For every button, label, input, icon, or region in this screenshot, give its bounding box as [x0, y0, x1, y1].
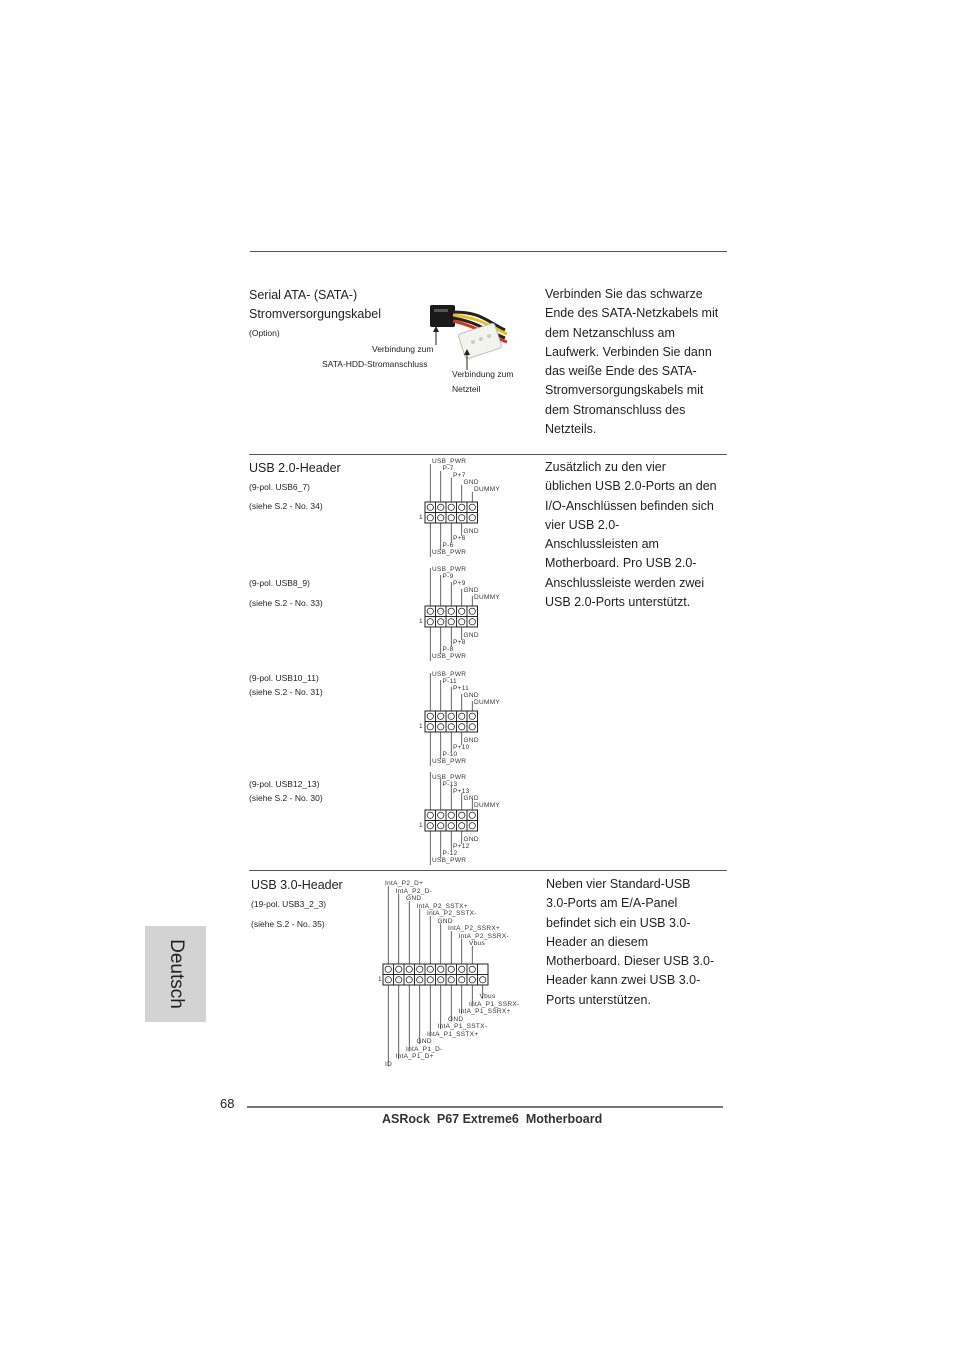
- pin: [459, 619, 465, 625]
- usb2-bottom-pin-label: P-8: [442, 646, 454, 653]
- usb2-header4-ref: (siehe S.2 - No. 30): [249, 793, 323, 803]
- footer-product: ASRock P67 Extreme6 Motherboard: [382, 1112, 603, 1126]
- pin: [448, 608, 454, 614]
- pin: [459, 515, 465, 521]
- pin1-marker: 1: [419, 821, 423, 829]
- pin: [459, 966, 465, 972]
- pin-cell: [457, 711, 468, 722]
- pin: [427, 812, 433, 818]
- pin-cell: [467, 617, 478, 628]
- top-rule: [250, 251, 727, 252]
- pin: [469, 608, 475, 614]
- pin-cell: [415, 975, 426, 986]
- pin-cell: [467, 722, 478, 733]
- usb2-bottom-pin-label: GND: [463, 528, 479, 535]
- pin: [459, 608, 465, 614]
- pin-cell: [404, 975, 415, 986]
- pin: [469, 724, 475, 730]
- pin-cell: [457, 513, 468, 524]
- pin-cell: [457, 821, 468, 832]
- usb2-top-pin-label: DUMMY: [474, 802, 501, 809]
- usb3-top-pin-label: GND: [437, 917, 453, 925]
- pin-cell: [467, 513, 478, 524]
- pin-cell: [425, 502, 436, 513]
- usb3-title: USB 3.0-Header: [251, 878, 343, 892]
- pin-cell: [446, 502, 457, 513]
- pin-cell: [467, 711, 478, 722]
- usb2-top-pin-label: P+9: [453, 580, 466, 587]
- usb2-top-pin-label: P+11: [453, 685, 470, 692]
- pin-cell: [457, 617, 468, 628]
- sata-callout-right-line2: Netzteil: [452, 384, 481, 394]
- usb3-bottom-pin-label: ID: [385, 1060, 393, 1068]
- pin: [469, 966, 475, 972]
- pin: [448, 977, 454, 983]
- pin: [427, 977, 433, 983]
- usb2-header1-ref: (siehe S.2 - No. 34): [249, 501, 323, 511]
- pin-cell: [425, 821, 436, 832]
- pin-cell: [415, 964, 426, 975]
- usb3-bottom-pin-label: GND: [448, 1015, 464, 1023]
- side-tab-label: Deutsch: [165, 939, 187, 1009]
- pin-cell: [446, 513, 457, 524]
- page-number: 68: [220, 1096, 235, 1111]
- pin-cell: [425, 711, 436, 722]
- pin: [459, 713, 465, 719]
- usb2-top-pin-label: USB_PWR: [432, 774, 467, 781]
- usb3-description: Neben vier Standard-USB 3.0-Ports am E/A-Panel befindet sich ein USB 3.0- Header an diesem Motherboard. Dieser USB 3.0- Header kann zwei USB 3.0- Ports unterstützen.: [546, 877, 715, 1007]
- pin-cell: [446, 821, 457, 832]
- pin: [427, 619, 433, 625]
- pin-cell: [436, 821, 447, 832]
- usb2-bottom-pin-label: P-10: [442, 751, 458, 758]
- pin: [427, 515, 433, 521]
- pin: [469, 823, 475, 829]
- usb2-bottom-pin-label: P+8: [453, 639, 466, 646]
- pin-cell: [446, 975, 457, 986]
- usb2-top-pin-label: P+7: [453, 472, 466, 479]
- pin: [438, 823, 444, 829]
- sata-title-line2: Stromversorgungskabel: [249, 307, 382, 321]
- usb2-top-pin-label: P-13: [442, 781, 458, 788]
- pin: [417, 977, 423, 983]
- pin-cell: [467, 821, 478, 832]
- pin-cell: [436, 617, 447, 628]
- usb3-bottom-pin-label: Vbus: [479, 993, 496, 1000]
- usb2-bottom-pin-label: GND: [463, 737, 479, 744]
- pin: [438, 966, 444, 972]
- usb2-bottom-pin-label: USB_PWR: [432, 653, 467, 660]
- usb2-top-pin-label: DUMMY: [474, 594, 501, 601]
- pin: [469, 515, 475, 521]
- usb2-top-pin-label: P+13: [453, 788, 470, 795]
- usb2-top-pin-label: P-9: [442, 573, 454, 580]
- pin: [448, 713, 454, 719]
- pin: [459, 812, 465, 818]
- pin-cell: [436, 711, 447, 722]
- pin: [427, 966, 433, 972]
- usb3-top-pin-label: IntA_P2_SSTX-: [427, 910, 477, 917]
- pin: [406, 966, 412, 972]
- pin: [438, 608, 444, 614]
- usb3-top-pin-label: IntA_P2_SSTX+: [416, 902, 468, 910]
- pin: [469, 812, 475, 818]
- usb3-bottom-pin-label: IntA_P1_D-: [406, 1045, 443, 1053]
- pin-cell: [446, 964, 457, 975]
- pin: [438, 713, 444, 719]
- pin-cell: [446, 711, 457, 722]
- footer-rule: [247, 1106, 723, 1108]
- pin: [427, 823, 433, 829]
- pin: [427, 504, 433, 510]
- pin: [469, 713, 475, 719]
- pin: [459, 504, 465, 510]
- usb2-bottom-pin-label: P+10: [453, 744, 470, 751]
- pin: [469, 619, 475, 625]
- usb2-description: Zusätzlich zu den vier üblichen USB 2.0-Ports an den I/O-Anschlüssen befinden sich vier USB 2.0- Anschlussleisten am Motherboard. Pro USB 2.0- Anschlussleiste werden zwei USB 2.0-Ports unterstützt.: [545, 460, 717, 610]
- pin1-marker: 1: [419, 513, 423, 521]
- usb2-bottom-pin-label: USB_PWR: [432, 857, 467, 864]
- usb2-header2-ref: (siehe S.2 - No. 33): [249, 598, 323, 608]
- usb3-ref: (siehe S.2 - No. 35): [251, 919, 325, 929]
- pin: [448, 515, 454, 521]
- usb2-bottom-pin-label: P+6: [453, 535, 466, 542]
- pin: [427, 713, 433, 719]
- pin: [448, 966, 454, 972]
- sata-description: Verbinden Sie das schwarze Ende des SATA-Netzkabels mit dem Netzanschluss am Laufwerk. Verbinden Sie dann das weiße Ende des SATA- Stromversorgungskabels mit dem Stromanschluss des Netzteils.: [545, 287, 719, 437]
- pin: [396, 966, 402, 972]
- usb3-bottom-pin-label: IntA_P1_SSRX+: [458, 1008, 511, 1015]
- pin-cell: [425, 722, 436, 733]
- pin-cell: [436, 810, 447, 821]
- usb2-header1-pol: (9-pol. USB6_7): [249, 482, 310, 492]
- usb3-bottom-pin-label: IntA_P1_SSTX-: [437, 1023, 488, 1030]
- usb2-bottom-pin-label: P-12: [442, 850, 458, 857]
- usb2-bottom-pin-label: P+12: [453, 843, 470, 850]
- section-rule-usb2: [249, 454, 727, 455]
- usb2-header3-ref: (siehe S.2 - No. 31): [249, 687, 323, 697]
- pin: [438, 515, 444, 521]
- pin-cell: [457, 502, 468, 513]
- pin: [385, 977, 391, 983]
- pin: [438, 724, 444, 730]
- pin: [448, 619, 454, 625]
- pin-cell: [457, 810, 468, 821]
- pin-cell: [425, 617, 436, 628]
- usb3-top-pin-label: IntA_P2_SSRX-: [458, 932, 510, 940]
- pin-cell: [425, 606, 436, 617]
- sata-option: (Option): [249, 328, 280, 338]
- pin: [459, 977, 465, 983]
- usb3-bottom-pin-label: IntA_P1_SSRX-: [469, 1000, 520, 1008]
- usb2-top-pin-label: USB_PWR: [432, 566, 467, 573]
- pin-cell: [394, 964, 405, 975]
- pin-cell: [478, 964, 489, 975]
- pin-cell: [383, 964, 394, 975]
- usb2-top-pin-label: DUMMY: [474, 486, 501, 493]
- usb3-top-pin-label: IntA_P2_D-: [395, 887, 433, 895]
- pin: [438, 812, 444, 818]
- pin-cell: [457, 722, 468, 733]
- pin-cell: [425, 513, 436, 524]
- pin: [396, 977, 402, 983]
- usb2-top-pin-label: P-7: [442, 465, 454, 472]
- sata-callout-left-line1: Verbindung zum: [372, 344, 434, 354]
- pin-cell: [436, 606, 447, 617]
- usb2-top-pin-label: GND: [463, 587, 479, 594]
- usb2-top-pin-label: P-11: [442, 678, 457, 685]
- pin: [427, 608, 433, 614]
- pin-cell: [467, 502, 478, 513]
- pin-cell: [436, 722, 447, 733]
- pin1-marker: 1: [419, 617, 423, 625]
- usb2-bottom-pin-label: USB_PWR: [432, 549, 467, 556]
- pin: [459, 823, 465, 829]
- sata-callout-right-line1: Verbindung zum: [452, 369, 514, 379]
- pin: [469, 977, 475, 983]
- pin: [480, 977, 486, 983]
- pin-cell: [436, 975, 447, 986]
- pin-cell: [457, 606, 468, 617]
- usb2-bottom-pin-label: USB_PWR: [432, 758, 467, 765]
- usb2-header2-pol: (9-pol. USB8_9): [249, 578, 310, 588]
- section-rule-usb3: [249, 870, 727, 871]
- pin: [438, 619, 444, 625]
- usb2-top-pin-label: DUMMY: [474, 699, 501, 706]
- usb3-top-pin-label: GND: [406, 895, 422, 902]
- pin-cell: [446, 617, 457, 628]
- usb3-pol: (19-pol. USB3_2_3): [251, 899, 327, 909]
- usb3-top-pin-label: IntA_P2_SSRX+: [448, 925, 501, 932]
- pin-cell: [457, 975, 468, 986]
- pin-cell: [425, 975, 436, 986]
- pin: [459, 724, 465, 730]
- pin: [406, 977, 412, 983]
- usb2-top-pin-label: GND: [463, 692, 479, 699]
- pin-cell: [383, 975, 394, 986]
- usb2-header3-pol: (9-pol. USB10_11): [249, 673, 319, 683]
- usb2-top-pin-label: USB_PWR: [432, 458, 467, 465]
- language-side-tab: [145, 926, 206, 1022]
- pin: [438, 977, 444, 983]
- usb3-bottom-pin-label: IntA_P1_SSTX+: [427, 1030, 479, 1038]
- pin-cell: [467, 964, 478, 975]
- sata-callout-arrows: [430, 325, 480, 375]
- usb3-bottom-pin-label: GND: [416, 1038, 432, 1045]
- pin-cell: [467, 810, 478, 821]
- pin: [448, 504, 454, 510]
- pin-cell: [425, 964, 436, 975]
- usb2-top-pin-label: GND: [463, 479, 479, 486]
- pin: [438, 504, 444, 510]
- usb2-bottom-pin-label: P-6: [442, 542, 454, 549]
- usb2-top-pin-label: USB_PWR: [432, 671, 467, 678]
- usb3-top-pin-label: Vbus: [469, 940, 486, 947]
- usb3-top-pin-label: IntA_P2_D+: [385, 880, 424, 887]
- usb3-bottom-pin-label: IntA_P1_D+: [395, 1053, 434, 1060]
- pin-cell: [467, 606, 478, 617]
- pin: [385, 966, 391, 972]
- usb2-header4-pol: (9-pol. USB12_13): [249, 779, 320, 789]
- pin-cell: [446, 722, 457, 733]
- pin1-marker: 1: [378, 975, 382, 983]
- sata-callout-left-line2: SATA-HDD-Stromanschluss: [322, 359, 428, 369]
- pin: [448, 823, 454, 829]
- pin-cell: [436, 513, 447, 524]
- pin-cell: [457, 964, 468, 975]
- pin-cell: [478, 975, 489, 986]
- pin-cell: [404, 964, 415, 975]
- usb2-top-pin-label: GND: [463, 795, 479, 802]
- pin-cell: [446, 606, 457, 617]
- pin: [427, 724, 433, 730]
- sata-title-line1: Serial ATA- (SATA-): [249, 288, 358, 302]
- usb2-bottom-pin-label: GND: [463, 632, 479, 639]
- usb2-title: USB 2.0-Header: [249, 461, 341, 475]
- pin-cell: [425, 810, 436, 821]
- pin-cell: [394, 975, 405, 986]
- pin-cell: [446, 810, 457, 821]
- pin1-marker: 1: [419, 722, 423, 730]
- pin: [417, 966, 423, 972]
- pin-cell: [436, 964, 447, 975]
- usb2-bottom-pin-label: GND: [463, 836, 479, 843]
- pin: [469, 504, 475, 510]
- pin-cell: [467, 975, 478, 986]
- pin: [448, 812, 454, 818]
- pin-cell: [436, 502, 447, 513]
- pin: [448, 724, 454, 730]
